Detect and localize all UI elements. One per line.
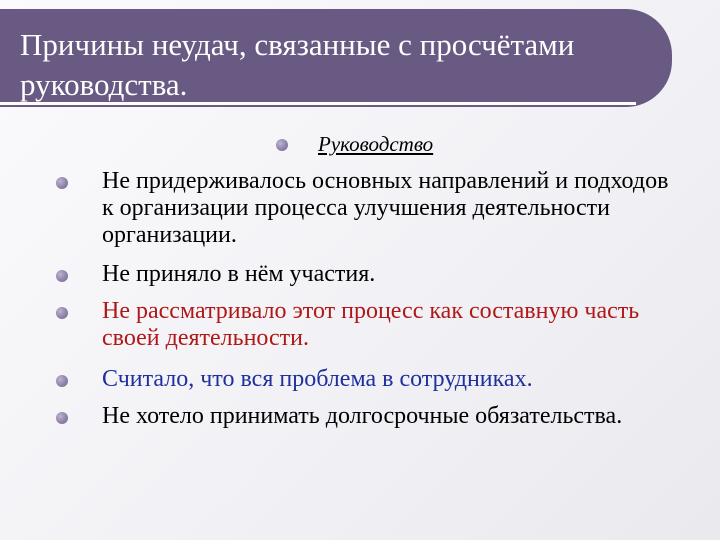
list-item-text: Не приняло в нём участия. (102, 261, 376, 287)
bullet-dot-icon (56, 177, 68, 189)
subheading: Руководство (318, 132, 434, 156)
list-item-text: Считало, что вся проблема в сотрудниках. (102, 366, 533, 392)
bullet-dot-icon (56, 307, 68, 319)
bullet-dot-icon (56, 412, 68, 424)
slide-title: Причины неудач, связанные с просчётами руководства. (20, 27, 575, 102)
bullet-dot-icon (56, 270, 68, 282)
list-item-text: Не придерживалось основных направлений и подходов к организации процесса улучшения деятельности организации. (102, 168, 669, 248)
list-item-text: Не рассматривало этот процесс как составную часть своей деятельности. (102, 298, 640, 351)
bullet-dot-icon (56, 375, 68, 387)
list-item-text: Не хотело принимать долгосрочные обязательства. (102, 403, 623, 429)
